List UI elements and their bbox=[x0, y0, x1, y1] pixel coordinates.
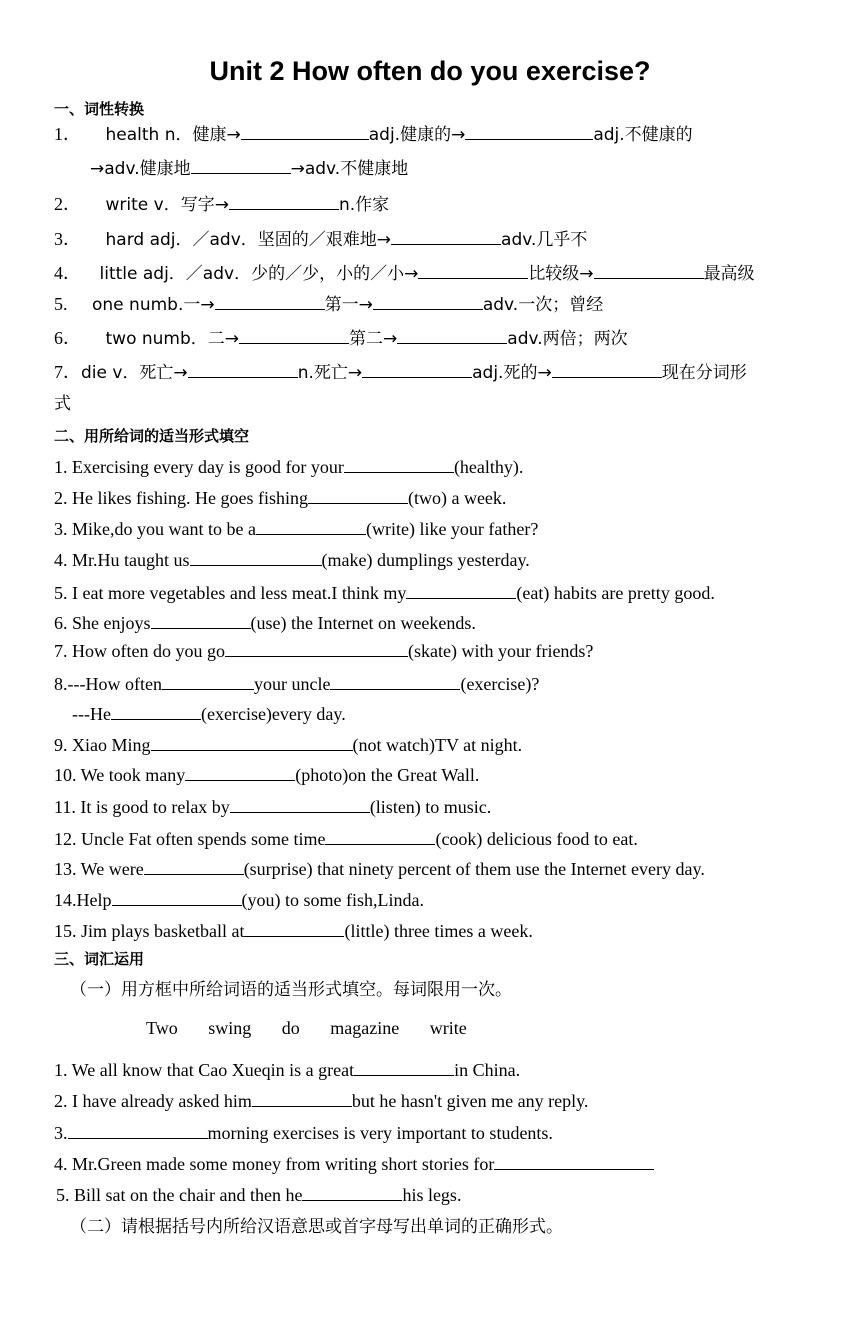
answer-blank[interactable] bbox=[362, 359, 472, 378]
answer-blank[interactable] bbox=[256, 516, 366, 535]
answer-blank[interactable] bbox=[230, 794, 370, 813]
item-text: 1. We all know that Cao Xueqin is a great bbox=[54, 1060, 355, 1080]
section1-heading: 一、词性转换 bbox=[54, 100, 145, 118]
item-text: die v．死亡→ bbox=[81, 363, 188, 383]
s3-item-5 bbox=[56, 1182, 461, 1206]
item-text: (exercise)? bbox=[460, 674, 540, 694]
s2-item-1 bbox=[54, 454, 523, 478]
s2-item-13 bbox=[54, 856, 705, 880]
answer-blank[interactable] bbox=[552, 359, 662, 378]
item-text: adv.两倍；两次 bbox=[507, 329, 628, 349]
word-box-item: Two bbox=[146, 1018, 178, 1038]
item-text: little adj．／adv．少的／少，小的／小→ bbox=[99, 264, 419, 284]
answer-blank[interactable] bbox=[594, 260, 704, 279]
answer-blank[interactable] bbox=[188, 359, 298, 378]
s1-item-5 bbox=[54, 291, 603, 316]
item-text: one numb.一→ bbox=[92, 295, 215, 315]
item-text: (listen) to music. bbox=[369, 797, 492, 817]
item-text: adj.不健康的 bbox=[593, 125, 693, 145]
answer-blank[interactable] bbox=[241, 121, 369, 140]
answer-blank[interactable] bbox=[397, 325, 507, 344]
item-text: (exercise)every day. bbox=[200, 704, 346, 724]
s3-item-4 bbox=[54, 1151, 654, 1175]
answer-blank[interactable] bbox=[354, 1057, 454, 1076]
item-text: hard adj．／adv．坚固的／艰难地→ bbox=[105, 230, 392, 250]
answer-blank[interactable] bbox=[373, 291, 483, 310]
item-text: 13. We were bbox=[54, 859, 144, 879]
item-text: (eat) habits are pretty good. bbox=[516, 583, 715, 603]
item-text: your uncle bbox=[253, 674, 331, 694]
answer-blank[interactable] bbox=[151, 610, 251, 629]
item-text: (cook) delicious food to eat. bbox=[435, 829, 638, 849]
s3-item-1 bbox=[54, 1057, 520, 1081]
word-box-item: do bbox=[281, 1018, 300, 1038]
item-number: 6． bbox=[54, 328, 81, 348]
s1-item-4 bbox=[54, 260, 755, 285]
item-text: 7. How often do you go bbox=[54, 641, 225, 661]
item-text: 第二→ bbox=[349, 329, 398, 349]
item-text: 14.Help bbox=[54, 890, 112, 910]
item-text: 3. bbox=[54, 1123, 68, 1143]
item-text: his legs. bbox=[402, 1185, 462, 1205]
answer-blank[interactable] bbox=[325, 826, 435, 845]
answer-blank[interactable] bbox=[229, 191, 339, 210]
item-text: 2. He likes fishing. He goes fishing bbox=[54, 488, 308, 508]
s2-item-12 bbox=[54, 826, 638, 850]
page-title: Unit 2 How often do you exercise? bbox=[209, 56, 651, 86]
item-text: 5. I eat more vegetables and less meat.I think my bbox=[54, 583, 407, 603]
item-text: ---He bbox=[72, 704, 111, 724]
answer-blank[interactable] bbox=[225, 638, 408, 657]
answer-blank[interactable] bbox=[215, 291, 325, 310]
s2-item-5 bbox=[54, 580, 715, 604]
s1-item-7 bbox=[54, 359, 747, 384]
answer-blank[interactable] bbox=[344, 454, 454, 473]
item-number: 3． bbox=[54, 229, 81, 249]
answer-blank[interactable] bbox=[244, 918, 344, 937]
answer-blank[interactable] bbox=[308, 485, 408, 504]
item-text: 3. Mike,do you want to be a bbox=[54, 519, 256, 539]
item-text: (make) dumplings yesterday. bbox=[321, 550, 530, 570]
item-text: 11. It is good to relax by bbox=[54, 797, 230, 817]
s2-item-3 bbox=[54, 516, 538, 540]
item-text: 第一→ bbox=[324, 295, 373, 315]
item-text: adv.一次；曾经 bbox=[482, 295, 604, 315]
item-text: 4. Mr.Hu taught us bbox=[54, 550, 190, 570]
answer-blank[interactable] bbox=[494, 1151, 654, 1170]
item-text: 2. I have already asked him bbox=[54, 1091, 252, 1111]
item-text: 8.---How often bbox=[54, 674, 162, 694]
s2-item-6 bbox=[54, 610, 476, 634]
item-text: (you) to some fish,Linda. bbox=[241, 890, 424, 910]
item-text: (healthy). bbox=[453, 457, 524, 477]
answer-blank[interactable] bbox=[162, 671, 254, 690]
part1-instruction: （一）用方框中所给词语的适当形式填空。每词限用一次。 bbox=[70, 980, 512, 1000]
s2-item-10 bbox=[54, 762, 479, 786]
item-text: (little) three times a week. bbox=[344, 921, 533, 941]
item-number: 4． bbox=[54, 263, 81, 283]
item-text: adj.死的→ bbox=[472, 363, 552, 383]
answer-blank[interactable] bbox=[406, 580, 516, 599]
s1-item-1 bbox=[54, 121, 693, 146]
s2-item-15 bbox=[54, 918, 533, 942]
word-box-item: magazine bbox=[330, 1018, 400, 1038]
item-text: 5. Bill sat on the chair and then he bbox=[56, 1185, 303, 1205]
item-text: →adv.不健康地 bbox=[290, 159, 409, 179]
section2-heading: 二、用所给词的适当形式填空 bbox=[54, 427, 250, 445]
item-text: 4. Mr.Green made some money from writing short stories for bbox=[54, 1154, 495, 1174]
s1-item-3 bbox=[54, 226, 587, 251]
item-text: 6. She enjoys bbox=[54, 613, 151, 633]
item-text: (skate) with your friends? bbox=[407, 641, 594, 661]
answer-blank[interactable] bbox=[144, 856, 244, 875]
item-text: 最高级 bbox=[703, 264, 755, 284]
item-text: 式 bbox=[54, 394, 71, 414]
item-text: n.死亡→ bbox=[297, 363, 363, 383]
s2-item-11 bbox=[54, 794, 491, 818]
word-box bbox=[146, 1018, 493, 1039]
item-text: health n．健康→ bbox=[105, 125, 241, 145]
item-text: (use) the Internet on weekends. bbox=[250, 613, 476, 633]
s3-item-2 bbox=[54, 1088, 588, 1112]
answer-blank[interactable] bbox=[239, 325, 349, 344]
answer-blank[interactable] bbox=[302, 1182, 402, 1201]
item-text: (write) like your father? bbox=[365, 519, 539, 539]
item-text: write v．写字→ bbox=[105, 195, 229, 215]
section3-heading: 三、词汇运用 bbox=[54, 950, 145, 968]
s2-item-8-answer bbox=[72, 701, 346, 725]
s1-item-7-cont bbox=[54, 392, 71, 415]
item-number: 5. bbox=[54, 294, 68, 314]
s2-item-14 bbox=[54, 887, 424, 911]
item-text: 1. Exercising every day is good for your bbox=[54, 457, 344, 477]
item-number: 7． bbox=[54, 362, 81, 382]
answer-blank[interactable] bbox=[151, 732, 353, 751]
answer-blank[interactable] bbox=[111, 701, 201, 720]
answer-blank[interactable] bbox=[418, 260, 528, 279]
s1-item-6 bbox=[54, 325, 628, 350]
item-text: 12. Uncle Fat often spends some time bbox=[54, 829, 326, 849]
item-text: (photo)on the Great Wall. bbox=[295, 765, 480, 785]
item-text: 15. Jim plays basketball at bbox=[54, 921, 245, 941]
item-text: n.作家 bbox=[338, 195, 390, 215]
item-text: adj.健康的→ bbox=[368, 125, 466, 145]
item-text: adv.几乎不 bbox=[501, 230, 588, 250]
item-text: 9. Xiao Ming bbox=[54, 735, 151, 755]
item-number: 2． bbox=[54, 194, 81, 214]
answer-blank[interactable] bbox=[391, 226, 501, 245]
s3-item-3 bbox=[54, 1120, 553, 1144]
s2-item-8 bbox=[54, 671, 539, 695]
answer-blank[interactable] bbox=[330, 671, 460, 690]
part2-instruction: （二）请根据括号内所给汉语意思或首字母写出单词的正确形式。 bbox=[70, 1217, 563, 1237]
s2-item-7 bbox=[54, 638, 593, 662]
s2-item-9 bbox=[54, 732, 522, 756]
item-text: in China. bbox=[454, 1060, 521, 1080]
item-text: 10. We took many bbox=[54, 765, 186, 785]
word-box-item: write bbox=[429, 1018, 467, 1038]
s2-item-4 bbox=[54, 547, 530, 571]
s1-item-2 bbox=[54, 191, 389, 216]
answer-blank[interactable] bbox=[190, 547, 322, 566]
answer-blank[interactable] bbox=[191, 155, 291, 174]
item-text: (not watch)TV at night. bbox=[352, 735, 523, 755]
item-text: 现在分词形 bbox=[661, 363, 747, 383]
s1-item-1-cont bbox=[90, 155, 408, 180]
answer-blank[interactable] bbox=[185, 762, 295, 781]
item-text: →adv.健康地 bbox=[90, 159, 191, 179]
item-text: (two) a week. bbox=[407, 488, 507, 508]
word-box-item: swing bbox=[208, 1018, 252, 1038]
answer-blank[interactable] bbox=[465, 121, 593, 140]
item-number: 1． bbox=[54, 124, 81, 144]
item-text: morning exercises is very important to students. bbox=[207, 1123, 553, 1143]
item-text: 比较级→ bbox=[528, 264, 594, 284]
item-text: (surprise) that ninety percent of them use the Internet every day. bbox=[243, 859, 705, 879]
answer-blank[interactable] bbox=[68, 1120, 208, 1139]
s2-item-2 bbox=[54, 485, 506, 509]
answer-blank[interactable] bbox=[252, 1088, 352, 1107]
item-text: two numb．二→ bbox=[105, 329, 240, 349]
item-text: but he hasn't given me any reply. bbox=[351, 1091, 589, 1111]
answer-blank[interactable] bbox=[112, 887, 242, 906]
